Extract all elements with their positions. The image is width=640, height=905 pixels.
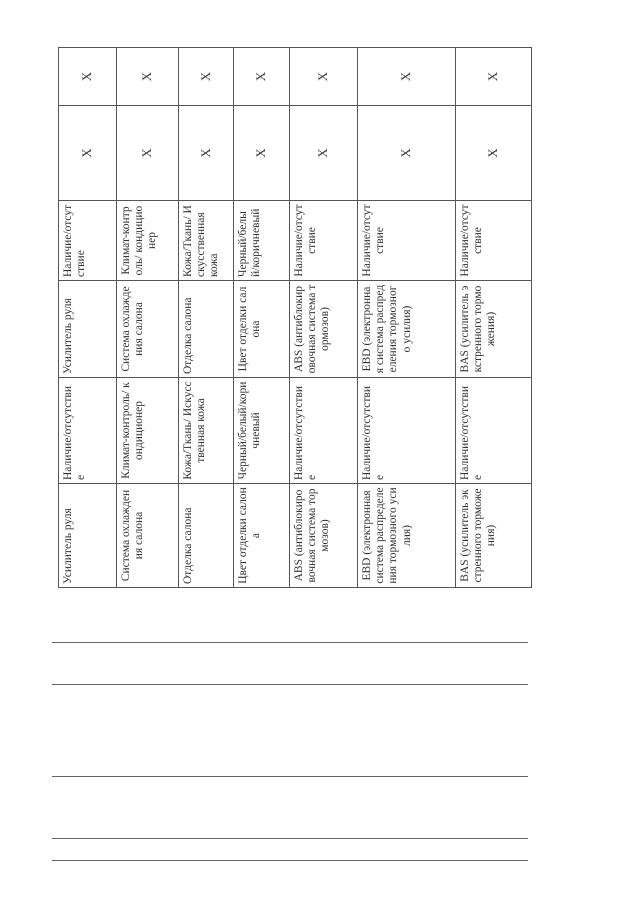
- spec-name-repeat-cell: Усилитель руля: [59, 281, 117, 378]
- spec-name-cell: EBD (электронная система распределения тормозного усилия): [358, 484, 456, 588]
- mark-cell: X: [456, 106, 532, 201]
- spec-name-cell: ABS (антиблокировочная система тормозов): [290, 484, 358, 588]
- spec-name-repeat-cell: ABS (антиблокировочная система тормозов): [290, 281, 358, 378]
- mark-cell: X: [59, 48, 117, 106]
- table-row: [358, 48, 456, 588]
- spec-name-cell: Усилитель руля: [59, 484, 117, 588]
- blank-line: [52, 776, 528, 777]
- spec-values-repeat-cell: Климат-контроль/ кондиционер: [117, 201, 179, 281]
- mark-cell: X: [179, 106, 234, 201]
- table-row: [456, 48, 532, 588]
- mark-cell: X: [358, 48, 456, 106]
- blank-line: [52, 642, 528, 643]
- spec-name-repeat-cell: Система охлаждения салона: [117, 281, 179, 378]
- table-row: [117, 48, 179, 588]
- spec-name-cell: BAS (усилитель экстренного торможения): [456, 484, 532, 588]
- table-row: [234, 48, 290, 588]
- spec-values-cell: Кожа/Ткань/ Искусственная кожа: [179, 378, 234, 484]
- mark-cell: X: [234, 48, 290, 106]
- spec-name-repeat-cell: Отделка салона: [179, 281, 234, 378]
- spec-name-cell: Отделка салона: [179, 484, 234, 588]
- spec-values-repeat-cell: Черный/белый/коричневый: [234, 201, 290, 281]
- blank-line: [52, 684, 528, 685]
- mark-cell: X: [117, 48, 179, 106]
- specification-table: [58, 47, 532, 588]
- spec-values-repeat-cell: Кожа/Ткань/ Искусственная кожа: [179, 201, 234, 281]
- spec-name-repeat-cell: EBD (электронная система распределения тормозного усилия): [358, 281, 456, 378]
- table-row: [59, 48, 117, 588]
- spec-name-repeat-cell: BAS (усилитель экстренного торможения): [456, 281, 532, 378]
- spec-values-cell: Наличие/отсутствие: [59, 378, 117, 484]
- rotated-table-wrapper: [58, 48, 531, 588]
- mark-cell: X: [456, 48, 532, 106]
- spec-values-cell: Наличие/отсутствие: [456, 378, 532, 484]
- spec-values-cell: Климат-контроль/ кондиционер: [117, 378, 179, 484]
- mark-cell: X: [234, 106, 290, 201]
- spec-values-cell: Наличие/отсутствие: [290, 378, 358, 484]
- spec-values-repeat-cell: Наличие/отсутствие: [290, 201, 358, 281]
- spec-values-cell: Черный/белый/коричневый: [234, 378, 290, 484]
- spec-values-repeat-cell: Наличие/отсутствие: [456, 201, 532, 281]
- mark-cell: X: [117, 106, 179, 201]
- mark-cell: X: [179, 48, 234, 106]
- spec-values-cell: Наличие/отсутствие: [358, 378, 456, 484]
- spec-values-repeat-cell: Наличие/отсутствие: [358, 201, 456, 281]
- spec-values-repeat-cell: Наличие/отсутствие: [59, 201, 117, 281]
- blank-line: [52, 838, 528, 839]
- spec-name-cell: Цвет отделки салона: [234, 484, 290, 588]
- mark-cell: X: [358, 106, 456, 201]
- mark-cell: X: [59, 106, 117, 201]
- table-row: [179, 48, 234, 588]
- mark-cell: X: [290, 48, 358, 106]
- blank-line: [52, 860, 528, 861]
- mark-cell: X: [290, 106, 358, 201]
- spec-name-repeat-cell: Цвет отделки салона: [234, 281, 290, 378]
- table-row: [290, 48, 358, 588]
- spec-name-cell: Система охлаждения салона: [117, 484, 179, 588]
